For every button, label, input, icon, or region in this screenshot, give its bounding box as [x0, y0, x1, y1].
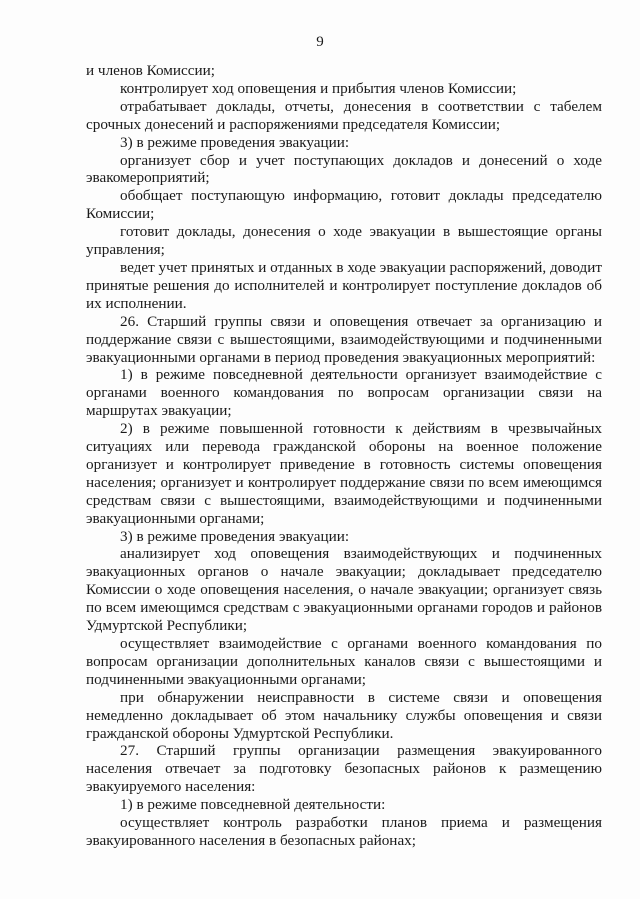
- paragraph: 2) в режиме повышенной готовности к действиям в чрезвычайных ситуациях или перевода гражданской обороны на военное положение организует и контролирует приведение в готовность системы оповещения населения; организует и контролирует поддержание связи по всем имеющимся средствам связи с вышестоящими, взаимодействующими и подчиненными эвакуационными органами;: [86, 420, 602, 527]
- paragraph: 27. Старший группы организации размещения эвакуированного населения отвечает за подготовку безопасных районов к размещению эвакуируемого населения:: [86, 742, 602, 796]
- paragraph: ведет учет принятых и отданных в ходе эвакуации распоряжений, доводит принятые решения до исполнителей и контролирует поступление докладов об их исполнении.: [86, 258, 602, 312]
- page-number: 9: [316, 34, 324, 50]
- paragraph: 26. Старший группы связи и оповещения отвечает за организацию и поддержание связи с вышестоящими, взаимодействующими и подчиненными эвакуационными органами в период проведения эвакуационных мероприятий:: [86, 312, 602, 366]
- paragraph: осуществляет контроль разработки планов приема и размещения эвакуированного населения в безопасных районах;: [86, 814, 602, 849]
- paragraph: осуществляет взаимодействие с органами военного командования по вопросам организации дополнительных каналов связи с вышестоящими и подчиненными эвакуационными органами;: [86, 635, 602, 688]
- paragraph: организует сбор и учет поступающих докладов и донесений о ходе эвакомероприятий;: [86, 151, 602, 187]
- paragraph: при обнаружении неисправности в системе связи и оповещения немедленно докладывает об этом начальнику службы оповещения и связи гражданской обороны Удмуртской Республики.: [86, 688, 602, 742]
- paragraph: отрабатывает доклады, отчеты, донесения в соответствии с табелем срочных донесений и распоряжениями председателя Комиссии;: [86, 97, 602, 133]
- paragraph: обобщает поступающую информацию, готовит доклады председателю Комиссии;: [86, 187, 602, 223]
- paragraph: контролирует ход оповещения и прибытия членов Комиссии;: [120, 79, 517, 97]
- document-body: [86, 62, 602, 850]
- paragraph: готовит доклады, донесения о ходе эвакуации в вышестоящие органы управления;: [86, 223, 602, 259]
- paragraph: 3) в режиме проведения эвакуации:: [120, 527, 350, 545]
- paragraph: анализирует ход оповещения взаимодействующих и подчиненных эвакуационных органов о начале эвакуации; докладывает председателю Комиссии о ходе оповещения населения, о начале эвакуации; организует связь по всем имеющимся средствам с эвакуационными органами городов и районов Удмуртской Республики;: [86, 545, 602, 635]
- paragraph: 1) в режиме повседневной деятельности:: [120, 796, 386, 814]
- paragraph: 3) в режиме проведения эвакуации:: [120, 133, 350, 151]
- paragraph: 1) в режиме повседневной деятельности организует взаимодействие с органами военного командования по вопросам организации связи на маршрутах эвакуации;: [86, 366, 602, 420]
- paragraph: и членов Комиссии;: [86, 62, 215, 79]
